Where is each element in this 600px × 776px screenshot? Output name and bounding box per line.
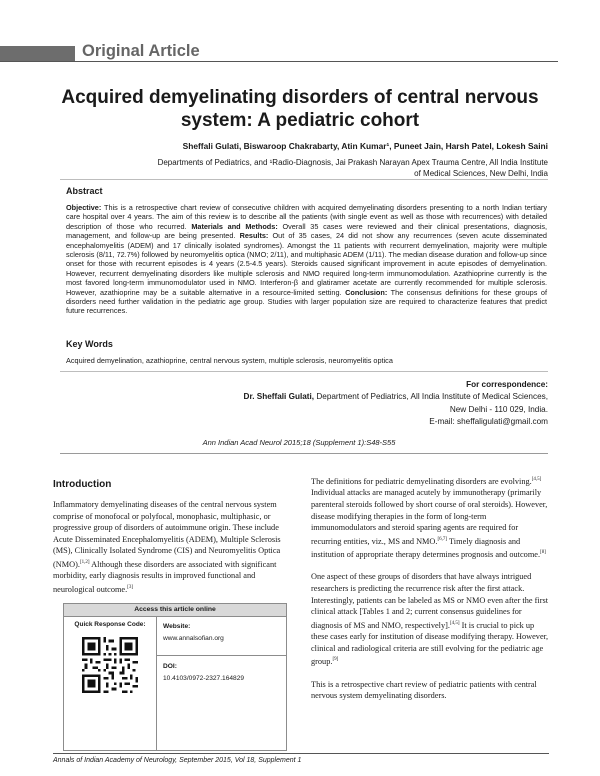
correspondence-name: Dr. Sheffali Gulati, [243,392,315,402]
qr-panel [64,617,157,750]
footer-text: Annals of Indian Academy of Neurology, September 2015, Vol 18, Supplement 1 [53,757,302,764]
objective-text: This is a retrospective chart review of consecutive children with acquired demyelinating disorders presenting to a north Indian tertiary care hospital over 4 years. The aim of this review is to describe all the patients (with single event as well as those with recurrences) with detailed description of those who recurred. [66,203,547,231]
affiliation-line-1: Departments of Pediatrics, and ¹Radio-Diagnosis, Jai Prakash Narayan Apex Trauma Centre, All India Institute [157,158,548,167]
results-label: Results: [239,231,269,241]
results-text: Out of 35 cases, 24 did not show any recurrences (seven acute disseminated encephalomyelitis (ADEM) and 17 clinically isolated syndromes). Amongst the 11 patients with recurrent demyelination, majority were multiple sclerosis (8/11, 72.7%) followed by neuromyelitis optica (NMO; 2/11), and multiphasic ADEM (1/11). The median disease duration and follow-up since onset for those with recurrent episodes is 4 years (2.5-4.5 years). Steroids caused significant improvement in acute episodes of demyelination. However, recurrent demyelinating disorders like multiple sclerosis and NMO required long-term immunomodulation. Azathioprine currently is the most favored long-term immunomodulator used in NMO. Interferon-β and glatiramer acetate are currently recommended for multiple sclerosis. However, azathioprine may be a suitable alternative in a resource-limited setting. [66,231,547,297]
correspondence-address-2: New Delhi - 110 029, India. [449,404,548,414]
abstract-body [66,203,547,316]
body-top-rule [60,453,548,454]
objective-label: Objective: [66,203,102,212]
section-bar [0,46,75,61]
left-column [53,479,291,595]
methods-label: Materials and Methods: [191,221,278,231]
recurrence-paragraph: One aspect of these groups of disorders that have always intrigued researchers is predicting the recurrence risk after the first attack. Interestingly, patients can be labeled as MS or NMO even after the first clinical attack [Tables 1 and 2; current consensus guidelines for diagnosis of MS and NMO, respectively].[4,5] It is crucial to pick up these cases early for institution of disease modifying therapy. However, clinical and radiological criteria are still evolving for the pediatric age group.[9] [311,572,549,667]
keywords-bottom-rule [60,371,548,372]
correspondence-block [190,379,548,429]
citation-line: Ann Indian Acad Neurol 2015;18 (Supplement 1):S48-S55 [202,438,396,447]
introduction-heading: Introduction [53,479,112,490]
doi-label: DOI: [163,663,177,670]
website-link[interactable]: www.annalsofian.org [163,635,224,642]
header-rule [0,61,558,62]
abstract-heading: Abstract [66,186,103,196]
section-label: Original Article [82,42,200,60]
access-online-box [63,603,287,751]
review-paragraph: This is a retrospective chart review of pediatric patients with central nervous system demyelinating disorders. [311,679,537,701]
correspondence-address-1: Department of Pediatrics, All India Institute of Medical Sciences, [314,392,548,402]
conclusion-label: Conclusion: [345,287,388,297]
qr-code-icon[interactable] [82,637,138,693]
keywords-text: Acquired demyelination, azathioprine, central nervous system, multiple sclerosis, neuromyelitis optica [66,356,393,365]
doi-link[interactable]: 10.4103/0972-2327.164829 [163,675,245,682]
methods-text: Overall 35 cases were reviewed and their clinical presentations, diagnosis, management, and follow-up are being presented. [66,221,548,241]
keywords-heading: Key Words [66,339,113,349]
access-box-heading: Access this article online [64,604,286,617]
correspondence-label: For correspondence: [466,380,548,389]
author-list: Sheffali Gulati, Biswaroop Chakrabarty, Atin Kumar¹, Puneet Jain, Harsh Patel, Lokesh Saini [182,141,548,151]
right-column [311,474,549,702]
article-links-panel [157,617,286,750]
title-line-2: system: A pediatric cohort [180,110,420,131]
article-title [60,86,540,132]
website-label-row [157,621,286,633]
doi-label-row [157,661,286,673]
footer-rule [53,753,549,754]
website-label: Website: [163,623,191,630]
abstract-top-rule [60,179,548,180]
qr-label: Quick Response Code: [74,621,146,628]
access-box-divider [157,655,286,656]
conclusion-text: The consensus definitions for these groups of disorders need further validation in the pediatric age group. Studies with larger population size are required to characterize features that predict future recurrences. [66,287,548,316]
title-line-1: Acquired demyelinating disorders of central nervous [61,87,539,108]
definitions-paragraph: The definitions for pediatric demyelinating disorders are evolving.[4,5] Individual attacks are managed acutely by immunotherapy (primarily parenteral steroids followed by short course of oral steroids). However, disease modifying therapies in the form of long-term immunomodulators and steroid sparing agents are required for recurring entities, viz., MS and NMO.[6,7] Timely diagnosis and institution of appropriate therapy determines prognosis and outcome.[8] [311,476,548,559]
introduction-paragraph: Inflammatory demyelinating diseases of the central nervous system comprise of monofocal or polyfocal, monophasic, multiphasic, or progressive group of disorders of autoimmune origin. These include Acute Disseminated Encephalomyelitis (ADEM), Multiple Sclerosis (MS), Clinically Isolated Syndrome (CIS) and Neuromyelitis Optica (NMO).[1,2] Although these disorders are associated with significant morbidity, early diagnosis results in improved functional and neurological outcome.[3] [53,500,281,594]
correspondence-email[interactable]: E-mail: sheffaligulati@gmail.com [429,417,548,427]
affiliation [60,157,548,179]
affiliation-line-2: of Medical Sciences, New Delhi, India [414,169,548,178]
